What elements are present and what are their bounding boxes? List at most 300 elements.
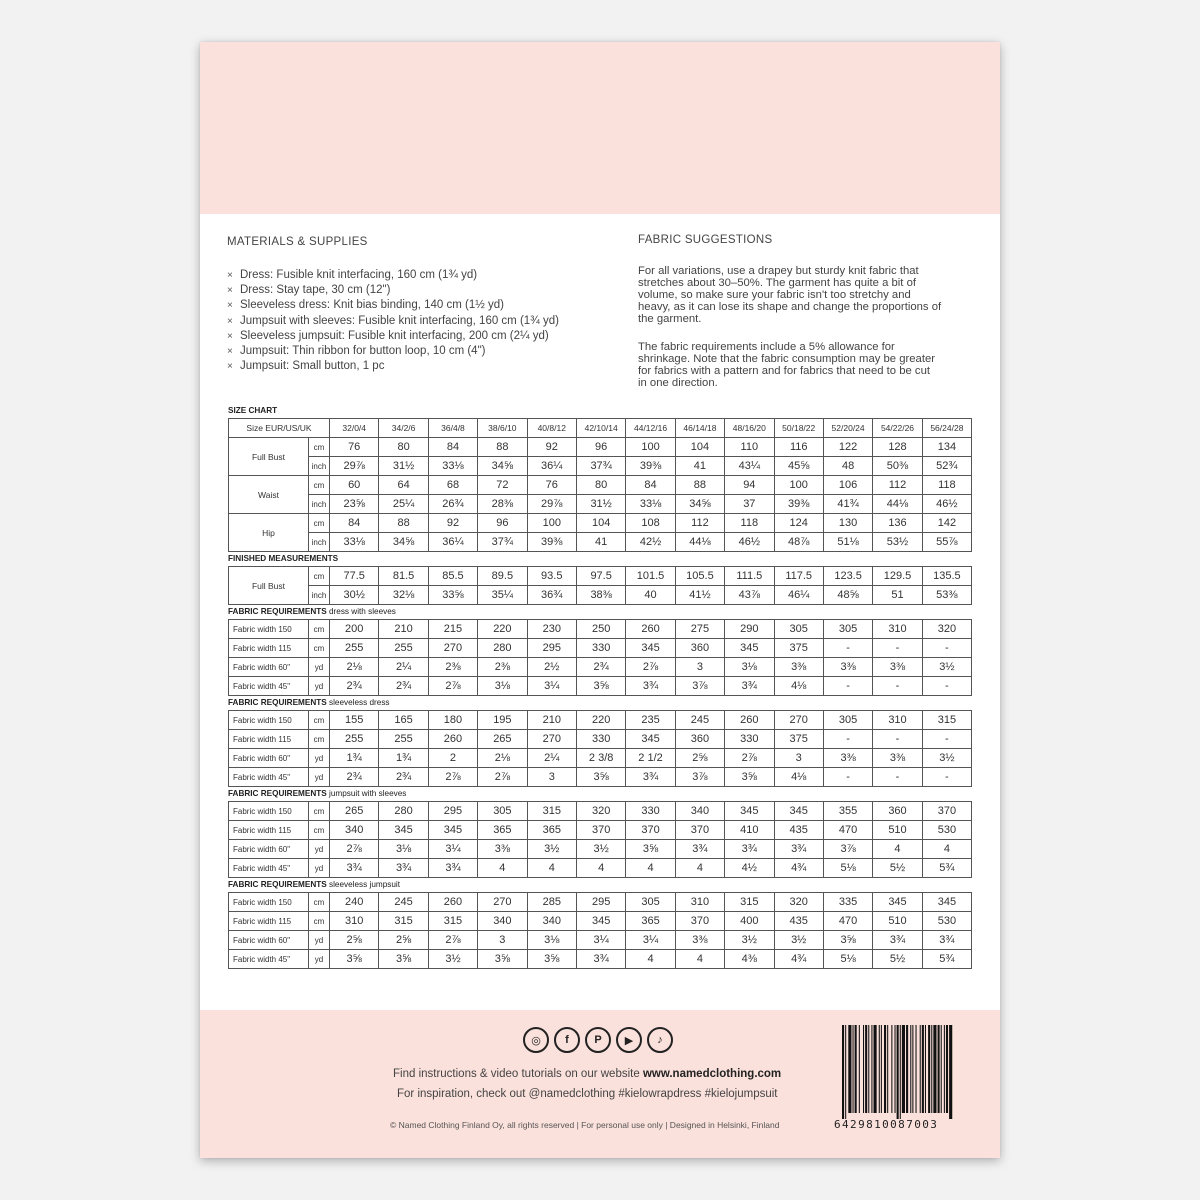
value-cell: 255 — [379, 730, 428, 749]
value-cell: 33⅛ — [330, 533, 379, 552]
value-cell: 3½ — [527, 840, 576, 859]
value-cell: - — [823, 768, 872, 787]
section-title-main: FABRIC REQUIREMENTS — [228, 789, 327, 798]
fabric-text-line: The fabric requirements include a 5% allowance for — [638, 341, 895, 353]
size-header-cell: 52/20/24 — [823, 419, 872, 438]
value-cell: 345 — [626, 730, 675, 749]
barcode-bar — [931, 1025, 932, 1113]
unit-cell: cm — [309, 514, 330, 533]
value-cell: 37¾ — [478, 533, 527, 552]
value-cell: 39⅜ — [527, 533, 576, 552]
fabric-width-label: Fabric width 60" — [229, 840, 309, 859]
value-cell: 72 — [478, 476, 527, 495]
value-cell: 46½ — [725, 533, 774, 552]
value-cell: 64 — [379, 476, 428, 495]
barcode-bar — [897, 1025, 899, 1119]
value-cell: 84 — [428, 438, 477, 457]
table-row — [229, 639, 972, 658]
value-cell: 55⅞ — [922, 533, 971, 552]
website-link[interactable]: www.namedclothing.com — [642, 1068, 782, 1080]
value-cell: 340 — [478, 912, 527, 931]
value-cell: 2¾ — [379, 677, 428, 696]
value-cell: 345 — [922, 893, 971, 912]
value-cell: 320 — [774, 893, 823, 912]
size-header-label: Size EUR/US/UK — [229, 419, 330, 438]
value-cell: 2⅞ — [626, 658, 675, 677]
value-cell: 129.5 — [873, 567, 922, 586]
barcode-bar — [933, 1025, 936, 1113]
value-cell: 2⅛ — [330, 658, 379, 677]
value-cell: - — [873, 639, 922, 658]
value-cell: 112 — [873, 476, 922, 495]
materials-heading: MATERIALS & SUPPLIES — [227, 236, 368, 248]
value-cell: 2⅝ — [379, 931, 428, 950]
fabric-width-label: Fabric width 150 — [229, 893, 309, 912]
value-cell: 5½ — [873, 950, 922, 969]
instructions-text: Find instructions & video tutorials on our website — [393, 1068, 640, 1080]
value-cell: 2 — [428, 749, 477, 768]
size-header-cell: 56/24/28 — [922, 419, 971, 438]
material-item-text: Sleeveless dress: Knit bias binding, 140 cm (1½ yd) — [240, 299, 504, 312]
value-cell: 3¾ — [922, 931, 971, 950]
value-cell: 305 — [478, 802, 527, 821]
value-cell: 375 — [774, 639, 823, 658]
unit-cell: yd — [309, 950, 330, 969]
material-item-text: Jumpsuit: Small button, 1 pc — [240, 360, 385, 373]
value-cell: 355 — [823, 802, 872, 821]
barcode-bar — [906, 1025, 908, 1113]
value-cell: 400 — [725, 912, 774, 931]
value-cell: 365 — [626, 912, 675, 931]
value-cell: 40 — [626, 586, 675, 605]
value-cell: 3 — [675, 658, 724, 677]
value-cell: 2⅞ — [478, 768, 527, 787]
value-cell: 2⅝ — [675, 749, 724, 768]
value-cell: 155 — [330, 711, 379, 730]
value-cell: 260 — [428, 730, 477, 749]
barcode-bar — [916, 1025, 917, 1113]
section-title-sub: jumpsuit with sleeves — [329, 789, 407, 798]
value-cell: 280 — [478, 639, 527, 658]
barcode-bar — [920, 1025, 921, 1113]
value-cell: 3⅝ — [725, 768, 774, 787]
value-cell: 345 — [725, 639, 774, 658]
value-cell: 100 — [626, 438, 675, 457]
value-cell: 3¾ — [873, 931, 922, 950]
fabric-width-label: Fabric width 150 — [229, 802, 309, 821]
value-cell: 4 — [922, 840, 971, 859]
cross-icon: × — [227, 300, 233, 312]
fabric-width-label: Fabric width 45" — [229, 859, 309, 878]
value-cell: 116 — [774, 438, 823, 457]
value-cell: 4 — [527, 859, 576, 878]
fabric-text-line: for fabrics with a pattern and for fabrics that need to be cut — [638, 365, 930, 377]
fabric-width-label: Fabric width 60" — [229, 658, 309, 677]
value-cell: 295 — [527, 639, 576, 658]
value-cell: 4¾ — [774, 859, 823, 878]
tiktok-icon[interactable]: ♪ — [647, 1027, 673, 1053]
table-row — [229, 840, 972, 859]
fabric-width-label: Fabric width 115 — [229, 912, 309, 931]
value-cell: 360 — [675, 730, 724, 749]
value-cell: 2¾ — [330, 768, 379, 787]
material-item — [227, 329, 617, 344]
table-row — [229, 893, 972, 912]
barcode-bar — [865, 1025, 867, 1113]
value-cell: 34⅝ — [379, 533, 428, 552]
value-cell: 111.5 — [725, 567, 774, 586]
social-icons — [523, 1027, 673, 1053]
barcode-bar — [884, 1025, 886, 1113]
value-cell: 4 — [873, 840, 922, 859]
value-cell: 4 — [675, 859, 724, 878]
size-header-cell: 32/0/4 — [330, 419, 379, 438]
value-cell: 41 — [576, 533, 625, 552]
barcode-bar — [891, 1025, 892, 1113]
value-cell: 44⅛ — [675, 533, 724, 552]
value-cell: 33⅝ — [428, 586, 477, 605]
value-cell: 330 — [626, 802, 675, 821]
value-cell: 25¼ — [379, 495, 428, 514]
table-row — [229, 514, 972, 533]
value-cell: 43¼ — [725, 457, 774, 476]
size-header-cell: 38/6/10 — [478, 419, 527, 438]
value-cell: 94 — [725, 476, 774, 495]
facebook-icon[interactable]: f — [554, 1027, 580, 1053]
value-cell: 315 — [428, 912, 477, 931]
value-cell: 315 — [379, 912, 428, 931]
table-row — [229, 931, 972, 950]
cross-icon: × — [227, 361, 233, 373]
value-cell: 3¾ — [774, 840, 823, 859]
unit-cell: yd — [309, 749, 330, 768]
finished-measurements-table — [228, 566, 972, 605]
value-cell: 230 — [527, 620, 576, 639]
value-cell: 3⅛ — [478, 677, 527, 696]
unit-cell: cm — [309, 567, 330, 586]
unit-cell: cm — [309, 438, 330, 457]
value-cell: 330 — [576, 639, 625, 658]
cross-icon: × — [227, 270, 233, 281]
value-cell: 60 — [330, 476, 379, 495]
instructions-line — [393, 1068, 781, 1080]
value-cell: 4 — [626, 950, 675, 969]
value-cell: 290 — [725, 620, 774, 639]
unit-cell: inch — [309, 533, 330, 552]
value-cell: 51⅛ — [823, 533, 872, 552]
value-cell: 35¼ — [478, 586, 527, 605]
value-cell: 270 — [478, 893, 527, 912]
material-item-text: Dress: Fusible knit interfacing, 160 cm (1¾ yd) — [240, 269, 478, 281]
value-cell: 48⅞ — [774, 533, 823, 552]
value-cell: 510 — [873, 821, 922, 840]
value-cell: 2⅜ — [428, 658, 477, 677]
value-cell: 410 — [725, 821, 774, 840]
youtube-icon[interactable]: ▶ — [616, 1027, 642, 1053]
value-cell: 330 — [576, 730, 625, 749]
size-header-cell: 48/16/20 — [725, 419, 774, 438]
value-cell: 3 — [478, 931, 527, 950]
value-cell: 3½ — [774, 931, 823, 950]
barcode-bar — [874, 1025, 877, 1113]
fabric-text-line: volume, so make sure your fabric isn't too stretchy and — [638, 289, 911, 301]
value-cell: 33⅛ — [428, 457, 477, 476]
fabric-width-label: Fabric width 150 — [229, 711, 309, 730]
value-cell: 2⅞ — [330, 840, 379, 859]
unit-cell: cm — [309, 912, 330, 931]
value-cell: 320 — [922, 620, 971, 639]
fabric-width-label: Fabric width 60" — [229, 749, 309, 768]
value-cell: 3¼ — [527, 677, 576, 696]
measurement-charts — [228, 404, 971, 969]
fabric-width-label: Fabric width 60" — [229, 931, 309, 950]
value-cell: 46¼ — [774, 586, 823, 605]
value-cell: 31½ — [379, 457, 428, 476]
value-cell: 3⅞ — [675, 768, 724, 787]
unit-cell: yd — [309, 658, 330, 677]
value-cell: 5¾ — [922, 950, 971, 969]
value-cell: 315 — [527, 802, 576, 821]
value-cell: 2 1/2 — [626, 749, 675, 768]
value-cell: 530 — [922, 821, 971, 840]
value-cell: 48 — [823, 457, 872, 476]
fabric-width-label: Fabric width 115 — [229, 730, 309, 749]
value-cell: 29⅞ — [527, 495, 576, 514]
value-cell: 53½ — [873, 533, 922, 552]
value-cell: 200 — [330, 620, 379, 639]
value-cell: 2 3/8 — [576, 749, 625, 768]
table-row — [229, 457, 972, 476]
barcode-bar — [848, 1025, 851, 1113]
value-cell: 5⅛ — [823, 950, 872, 969]
material-item-text: Dress: Stay tape, 30 cm (12") — [240, 284, 391, 297]
size-header-cell: 42/10/14 — [576, 419, 625, 438]
fabric-requirements-title — [228, 787, 971, 801]
value-cell: 240 — [330, 893, 379, 912]
barcode-bar — [842, 1025, 844, 1119]
fabric-requirements-title — [228, 605, 971, 619]
value-cell: 3¼ — [428, 840, 477, 859]
value-cell: 275 — [675, 620, 724, 639]
fabric-paragraph-1 — [638, 265, 973, 325]
value-cell: 270 — [527, 730, 576, 749]
value-cell: 320 — [576, 802, 625, 821]
value-cell: 5½ — [873, 859, 922, 878]
value-cell: 4 — [478, 859, 527, 878]
inspiration-line: For inspiration, check out @namedclothing #kielowrapdress #kielojumpsuit — [397, 1088, 778, 1100]
value-cell: 3⅜ — [774, 658, 823, 677]
value-cell: 1¾ — [330, 749, 379, 768]
value-cell: 112 — [675, 514, 724, 533]
value-cell: 360 — [675, 639, 724, 658]
value-cell: 310 — [675, 893, 724, 912]
finished-measurements-title — [228, 552, 971, 566]
value-cell: 345 — [725, 802, 774, 821]
value-cell: 250 — [576, 620, 625, 639]
value-cell: 210 — [379, 620, 428, 639]
value-cell: 305 — [626, 893, 675, 912]
fabric-width-label: Fabric width 45" — [229, 677, 309, 696]
value-cell: 96 — [478, 514, 527, 533]
pattern-back-cover — [200, 42, 1000, 1158]
table-row — [229, 586, 972, 605]
value-cell: 3⅜ — [873, 658, 922, 677]
value-cell: 220 — [478, 620, 527, 639]
barcode-bar — [925, 1025, 926, 1113]
table-row — [229, 730, 972, 749]
unit-cell: cm — [309, 620, 330, 639]
value-cell: - — [823, 730, 872, 749]
value-cell: 29⅞ — [330, 457, 379, 476]
value-cell: 3½ — [922, 749, 971, 768]
table-row — [229, 802, 972, 821]
fabric-requirements-title — [228, 696, 971, 710]
value-cell: 52¾ — [922, 457, 971, 476]
value-cell: 97.5 — [576, 567, 625, 586]
value-cell: 42½ — [626, 533, 675, 552]
value-cell: 2⅜ — [478, 658, 527, 677]
value-cell: 3½ — [576, 840, 625, 859]
value-cell: 330 — [725, 730, 774, 749]
value-cell: 118 — [922, 476, 971, 495]
value-cell: 76 — [527, 476, 576, 495]
pinterest-icon[interactable]: P — [585, 1027, 611, 1053]
barcode-bar — [845, 1025, 846, 1119]
value-cell: 2⅞ — [428, 768, 477, 787]
value-cell: 53⅜ — [922, 586, 971, 605]
section-title-main: FABRIC REQUIREMENTS — [228, 698, 327, 707]
size-header-cell: 54/22/26 — [873, 419, 922, 438]
value-cell: 118 — [725, 514, 774, 533]
value-cell: 3 — [774, 749, 823, 768]
value-cell: 88 — [675, 476, 724, 495]
value-cell: 510 — [873, 912, 922, 931]
value-cell: 3⅜ — [873, 749, 922, 768]
barcode-bar — [879, 1025, 880, 1113]
value-cell: 93.5 — [527, 567, 576, 586]
fabric-width-label: Fabric width 45" — [229, 768, 309, 787]
value-cell: 108 — [626, 514, 675, 533]
unit-cell: yd — [309, 859, 330, 878]
cross-icon: × — [227, 285, 233, 297]
table-row — [229, 912, 972, 931]
value-cell: 165 — [379, 711, 428, 730]
value-cell: 2⅞ — [428, 677, 477, 696]
unit-cell: inch — [309, 457, 330, 476]
cross-icon: × — [227, 346, 233, 358]
value-cell: 44⅛ — [873, 495, 922, 514]
value-cell: 360 — [873, 802, 922, 821]
value-cell: 3⅛ — [379, 840, 428, 859]
value-cell: 4⅛ — [774, 768, 823, 787]
barcode-number: 6429810087003 — [834, 1118, 939, 1131]
value-cell: 265 — [478, 730, 527, 749]
value-cell: 365 — [527, 821, 576, 840]
value-cell: 265 — [330, 802, 379, 821]
value-cell: 270 — [774, 711, 823, 730]
value-cell: 50⅜ — [873, 457, 922, 476]
barcode-bar — [938, 1025, 940, 1113]
value-cell: 100 — [774, 476, 823, 495]
value-cell: 92 — [527, 438, 576, 457]
value-cell: 80 — [379, 438, 428, 457]
material-item-text: Sleeveless jumpsuit: Fusible knit interfacing, 200 cm (2¼ yd) — [240, 329, 549, 342]
unit-cell: cm — [309, 802, 330, 821]
table-row — [229, 476, 972, 495]
value-cell: 255 — [330, 730, 379, 749]
value-cell: 3⅜ — [478, 840, 527, 859]
value-cell: 45⅝ — [774, 457, 823, 476]
value-cell: 435 — [774, 912, 823, 931]
barcode-bar — [868, 1025, 869, 1113]
value-cell: 255 — [379, 639, 428, 658]
value-cell: 295 — [576, 893, 625, 912]
table-row — [229, 859, 972, 878]
table-row — [229, 821, 972, 840]
fabric-text-line: the garment. — [638, 313, 702, 325]
value-cell: 3⅝ — [527, 950, 576, 969]
value-cell: - — [922, 768, 971, 787]
barcode-bar — [900, 1025, 901, 1119]
barcode-bar — [855, 1025, 857, 1113]
unit-cell: cm — [309, 730, 330, 749]
barcode-bar — [895, 1025, 896, 1113]
value-cell: 89.5 — [478, 567, 527, 586]
value-cell: 3 — [527, 768, 576, 787]
value-cell: 4⅛ — [774, 677, 823, 696]
value-cell: 1¾ — [379, 749, 428, 768]
section-title-main: FABRIC REQUIREMENTS — [228, 607, 327, 616]
value-cell: 2⅛ — [478, 749, 527, 768]
size-header-cell: 46/14/18 — [675, 419, 724, 438]
value-cell: 315 — [725, 893, 774, 912]
value-cell: 260 — [428, 893, 477, 912]
value-cell: - — [922, 730, 971, 749]
value-cell: 33⅛ — [626, 495, 675, 514]
value-cell: 36¾ — [527, 586, 576, 605]
value-cell: 3¾ — [576, 950, 625, 969]
fabric-width-label: Fabric width 45" — [229, 950, 309, 969]
fabric-width-label: Fabric width 150 — [229, 620, 309, 639]
value-cell: 142 — [922, 514, 971, 533]
measurement-label: Full Bust — [229, 438, 309, 476]
measurement-label: Waist — [229, 476, 309, 514]
section-title-main: SIZE CHART — [228, 406, 278, 415]
value-cell: 34⅝ — [675, 495, 724, 514]
value-cell: 345 — [626, 639, 675, 658]
value-cell: 345 — [379, 821, 428, 840]
table-row — [229, 749, 972, 768]
value-cell: 37 — [725, 495, 774, 514]
barcode-bar — [863, 1025, 864, 1113]
value-cell: 345 — [428, 821, 477, 840]
fabric-width-label: Fabric width 115 — [229, 821, 309, 840]
value-cell: 470 — [823, 821, 872, 840]
unit-cell: yd — [309, 677, 330, 696]
value-cell: - — [823, 677, 872, 696]
table-row — [229, 438, 972, 457]
value-cell: 3⅜ — [675, 931, 724, 950]
value-cell: 28⅜ — [478, 495, 527, 514]
pink-header-band — [200, 42, 1000, 214]
value-cell: 245 — [379, 893, 428, 912]
unit-cell: cm — [309, 639, 330, 658]
instagram-icon[interactable]: ◎ — [523, 1027, 549, 1053]
value-cell: 34⅝ — [478, 457, 527, 476]
value-cell: 88 — [478, 438, 527, 457]
value-cell: 270 — [428, 639, 477, 658]
barcode-bar — [928, 1025, 930, 1113]
